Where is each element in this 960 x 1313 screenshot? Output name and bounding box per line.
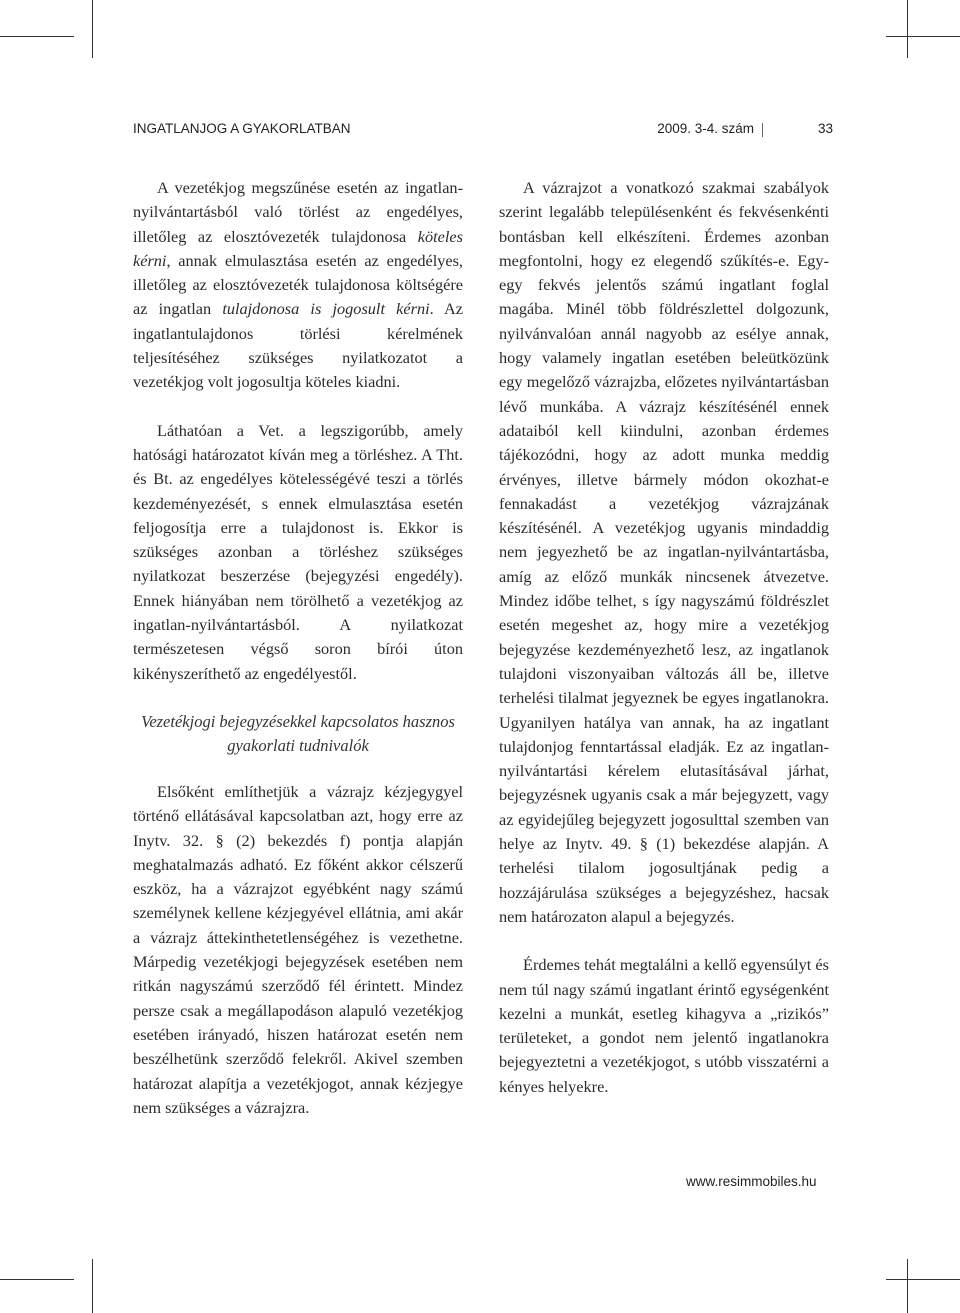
text-run: , annak elmulasztása esetén az engedélyes, illetőleg az elosztóvezeték tulajdonosa költségére az ingatlan — [133, 250, 463, 319]
italic-text: tulajdonosa is jogosult kérni — [222, 299, 430, 319]
running-header — [133, 121, 833, 141]
crop-mark — [886, 36, 960, 37]
paragraph: Elsőként említhetjük a vázrajz kézjegygyel történő ellátásával kapcsolatban azt, hogy erre az Inytv. 32. § (2) bekezdés f) pontja alapján meghatalmazás adható. Ez főként akkor célszerű eszköz, ha a vázrajzot egyébként nagy számú személynek kellene kézjegyével ellátnia, ami akár a vázrajz áttekinthetetlenségéhez is vezethetne. Márpedig vezetékjogi bejegyzések esetében nem ritkán nagyszámú szerződő fél érintett. Mindez persze csak a megállapodáson alapuló vezetékjog esetében irányadó, hiszen határozat esetén nem beszélhetünk szerződő felekről. Akivel szemben határozat alapítja a vezetékjogot, annak kézjegye nem szükséges a vázrajzra. — [133, 781, 463, 1117]
italic-text: köteles kérni — [133, 226, 463, 270]
header-separator — [762, 123, 763, 137]
paragraph — [133, 176, 463, 395]
footer-url: www.resimmobiles.hu — [686, 1174, 817, 1189]
crop-mark — [907, 1259, 908, 1313]
journal-title: INGATLANJOG A GYAKORLATBAN — [133, 121, 351, 136]
crop-mark — [0, 1279, 74, 1280]
text-run: A vezetékjog megszűnése esetén az ingatlan-nyilvántartásból való törlést az engedélyes, illetőleg az elosztóvezeték tulajdonosa — [133, 178, 463, 246]
crop-mark — [92, 0, 93, 58]
section-subheading: Vezetékjogi bejegyzésekkel kapcsolatos hasznos gyakorlati tudnivalók — [141, 711, 455, 755]
paragraph: A vázrajzot a vonatkozó szakmai szabályok szerint legalább településenként és fekvésenkénti bontásban kell elkészíteni. Érdemes azonban megfontolni, hogy ez elegendő szűkítés-e. Egy-egy fekvés jelentős számú ingatlant foglal magába. Minél több földrészlettel dolgozunk, nyilvánvalóan annál nagyobb az esélye annak, hogy valamely ingatlan esetében beleütközünk egy megelőző vázrajzba, előzetes nyilvántartásban lévő munkába. A vázrajz készítésénél ennek adataiból kell kiindulni, azonban érdemes tájékozódni, hogy az adott munka meddig érvényes, illetve bármely módon okozhat-e fennakadást a vezetékjog vázrajzának készítésénél. A vezetékjog ugyanis mindaddig nem jegyezhető be az ingatlan-nyilvántartásba, amíg az előző munkák nincsenek átvezetve. Mindez időbe telhet, s így nagyszámú földrészlet esetén megeshet az, hogy mire a vezetékjog bejegyzése kezdeményezhető lesz, az ingatlanok tulajdoni viszonyaiban változás áll be, illetve terhelési tilalmat jegyeznek be egyes ingatlanokra. Ugyanilyen hatálya van annak, ha az ingatlant tulajdonjog fenntartással eladják. Ez az ingatlan-nyilvántartási kérelem elutasításával járhat, bejegyzésnek ugyanis csak a már bejegyzett, vagy az egyidejűleg bejegyzett jogosulttal szemben van helye az Inytv. 49. § (1) bekezdése alapján. A terhelési tilalom jogosultjának pedig a hozzájárulása szükséges a bejegyzéshez, hacsak nem határozaton alapul a bejegyzés. — [499, 178, 829, 926]
crop-mark — [92, 1259, 93, 1313]
paragraph: Láthatóan a Vet. a legszigorúbb, amely hatósági határozatot kíván meg a törléshez. A Tht. és Bt. az engedélyes kötelességévé teszi a törlés kezdeményezését, s ennek elmulasztása esetén feljogosítja erre a tulajdonost is. Ekkor is szükséges azonban a törléshez szükséges nyilatkozat beszerzése (bejegyzési engedély). Ennek hiányában nem törölhető a vezetékjog az ingatlan-nyilvántartásból. A nyilatkozat természetesen végső soron bírói úton kikényszeríthető az engedélyestől. — [133, 420, 463, 683]
paragraph: Érdemes tehát megtalálni a kellő egyensúlyt és nem túl nagy számú ingatlant érintő egységenként kezelni a munkát, esetleg kihagyva a „rizikós” területeket, a gondot nem jelentő ingatlanokra bejegyeztetni a vezetékjogot, s utóbb visszatérni a kényes helyekre. — [499, 955, 829, 1096]
issue-label: 2009. 3-4. szám — [657, 121, 754, 136]
page-number: 33 — [817, 121, 833, 136]
right-column — [499, 176, 829, 1099]
crop-mark — [886, 1279, 960, 1280]
crop-mark — [0, 36, 74, 37]
left-column — [133, 176, 463, 1120]
crop-mark — [907, 0, 908, 58]
text-run: . Az ingatlantulajdonos törlési kérelmének teljesítéséhez szükséges nyilatkozatot a vezetékjog volt jogosultja köteles kiadni. — [133, 299, 464, 392]
